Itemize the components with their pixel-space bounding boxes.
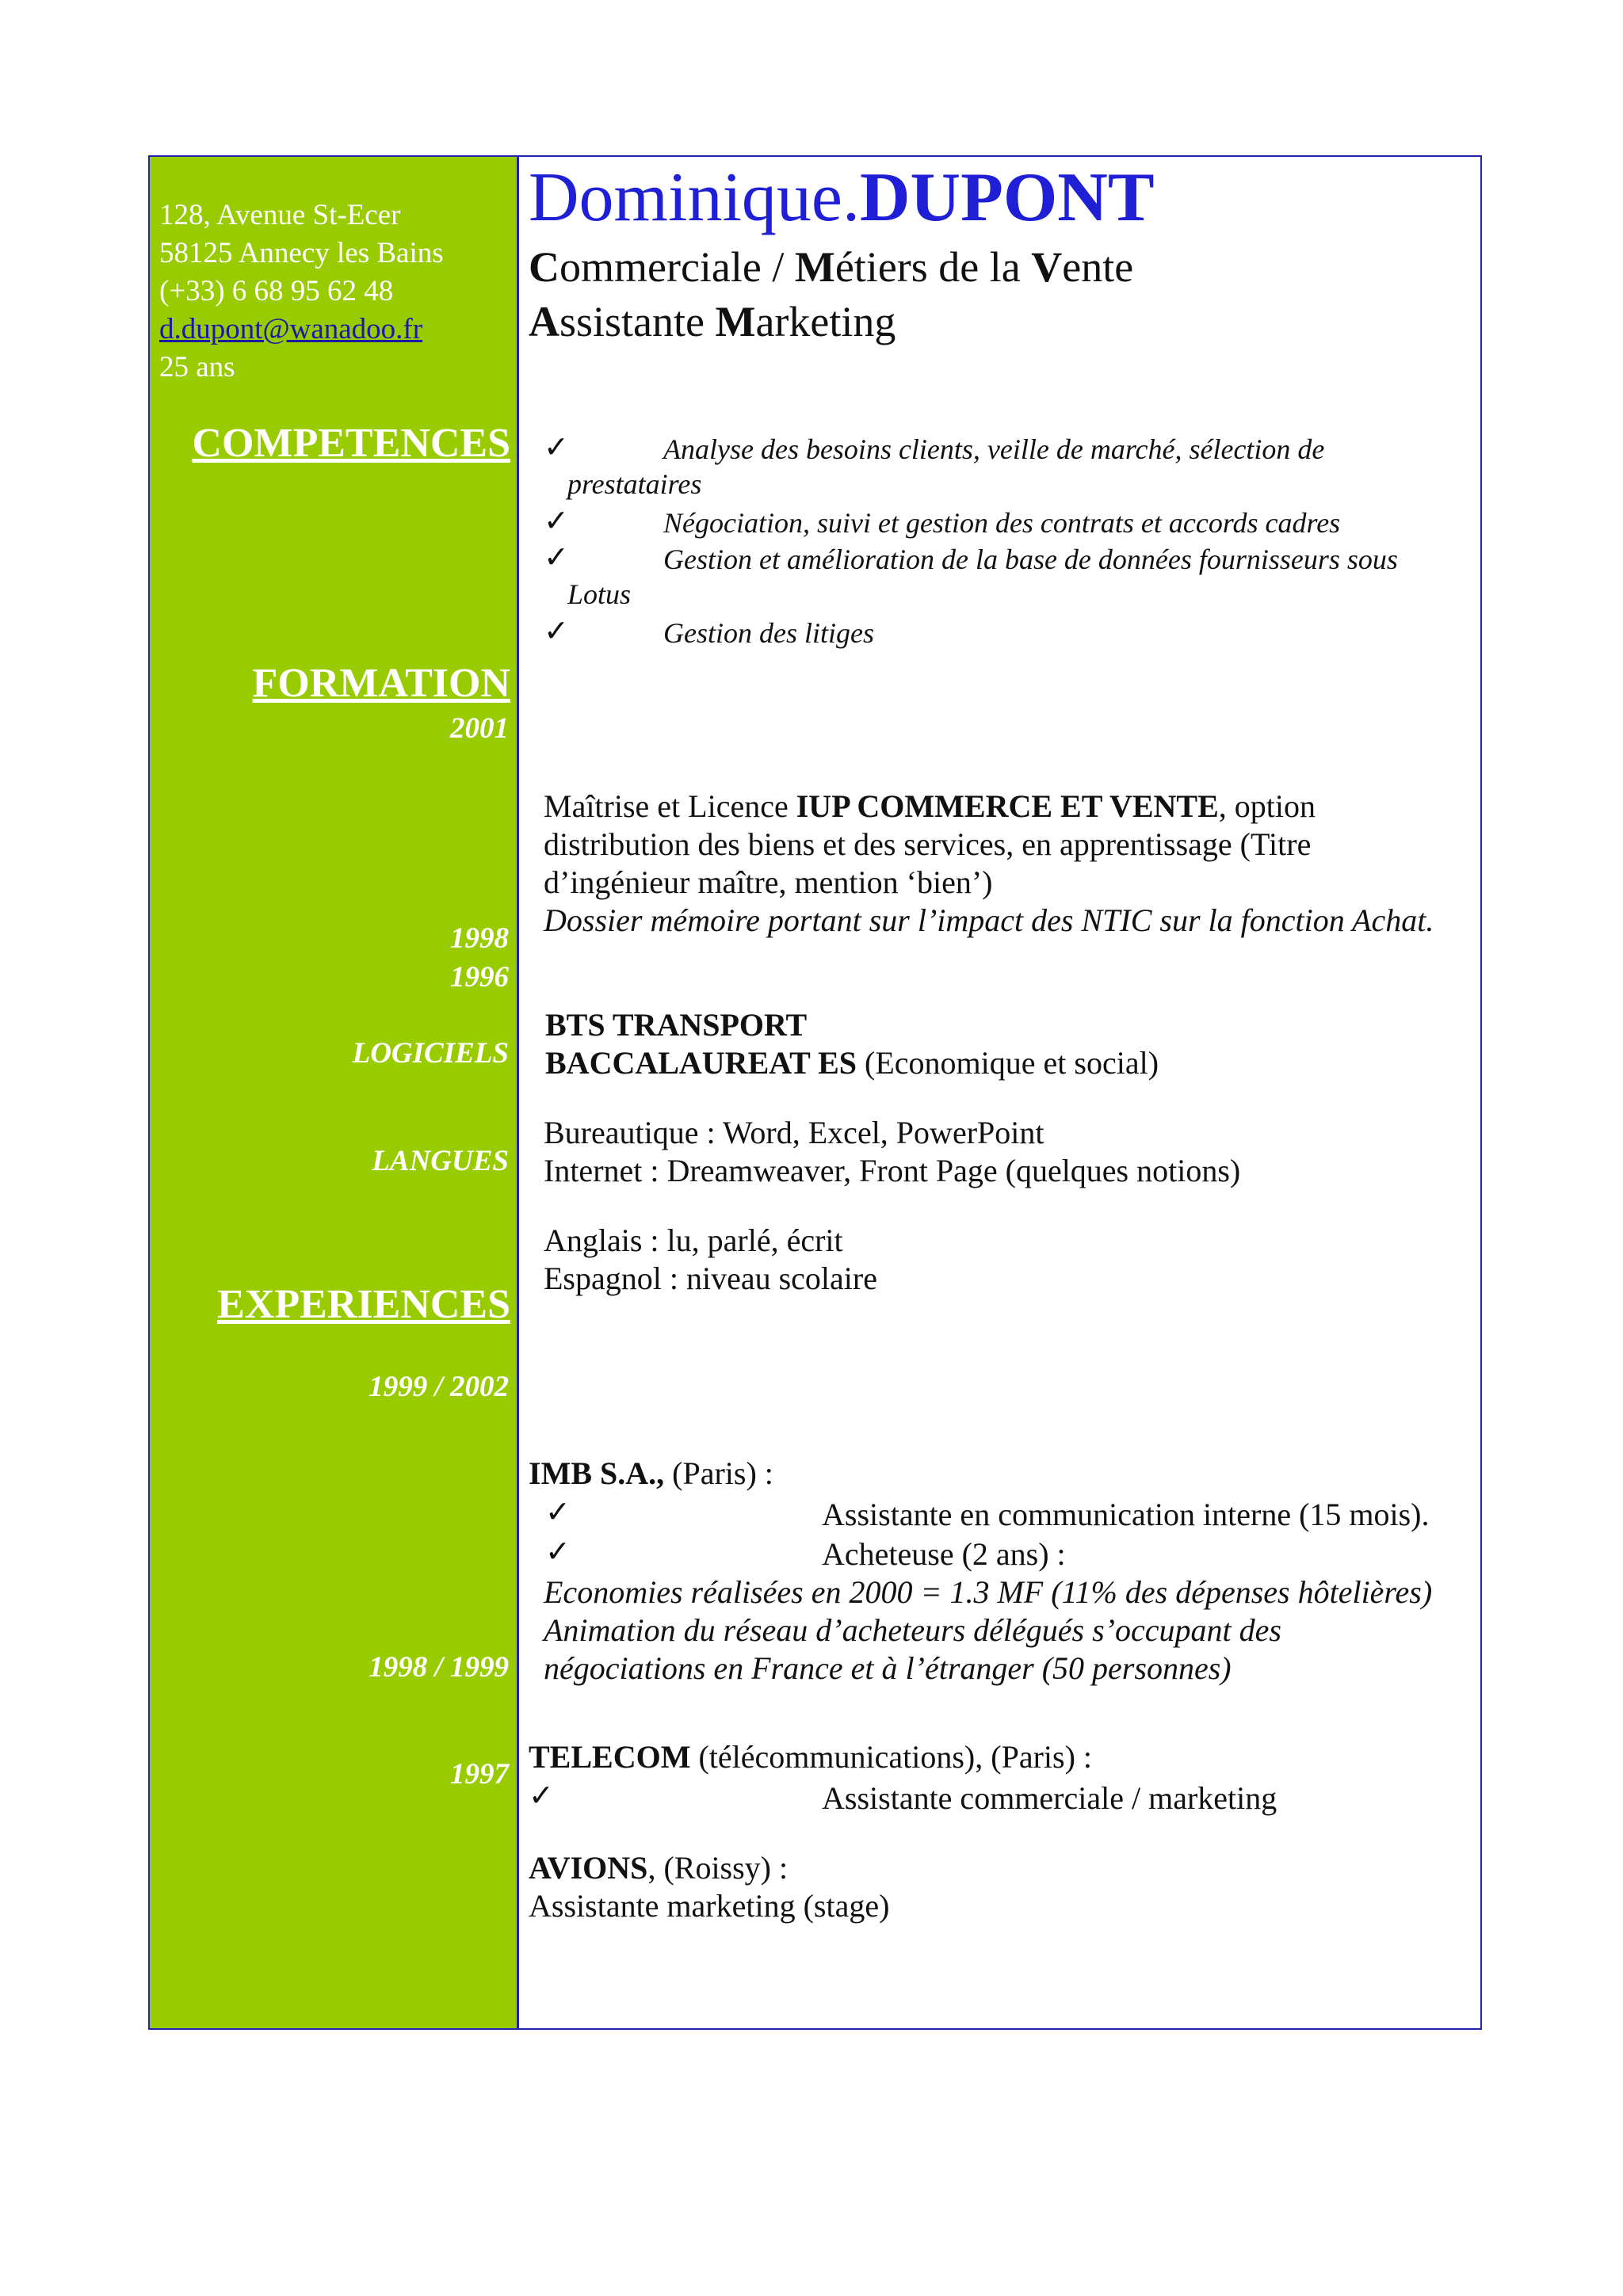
first-name: Dominique.	[529, 159, 860, 236]
title1-initial: C	[529, 243, 559, 291]
title2-text: ssistante	[559, 298, 716, 345]
bts-degree: BTS TRANSPORT	[545, 1007, 808, 1043]
job-title-2	[529, 297, 896, 346]
period-1998-1999: 1998 / 1999	[369, 1651, 509, 1684]
phone-number: (+33) 6 68 95 62 48	[159, 275, 394, 307]
section-formation: FORMATION	[252, 661, 510, 706]
formation-iup	[544, 788, 1434, 940]
address-line-1: 128, Avenue St-Ecer	[159, 199, 401, 231]
langues-line-1: Anglais : lu, parlé, écrit	[544, 1222, 843, 1258]
section-langues: LANGUES	[372, 1145, 509, 1177]
period-1997: 1997	[450, 1758, 509, 1791]
iup-line-3: d’ingénieur maître, mention ‘bien’)	[544, 864, 993, 900]
title2-initial: M	[715, 298, 756, 345]
check-icon: ✓	[544, 615, 569, 648]
competence-3-line2: Lotus	[567, 578, 632, 610]
exp-imb-header	[529, 1455, 773, 1493]
title1-text: étiers de la	[834, 243, 1032, 291]
iup-suffix: , option	[1218, 788, 1316, 824]
check-icon: ✓	[545, 1496, 571, 1529]
email-link[interactable]: d.dupont@wanadoo.fr	[159, 313, 423, 345]
competence-2: Négociation, suivi et gestion des contrats et accords cadres	[663, 507, 1341, 539]
avions-location: , (Roissy) :	[647, 1850, 789, 1886]
check-icon: ✓	[544, 505, 569, 538]
address-line-2: 58125 Annecy les Bains	[159, 237, 444, 269]
competence-1-line1: Analyse des besoins clients, veille de marché, sélection de	[663, 433, 1325, 465]
title1-text: ommerciale /	[559, 243, 795, 291]
competence-3-line1: Gestion et amélioration de la base de données fournisseurs sous	[663, 543, 1398, 575]
check-icon: ✓	[544, 541, 569, 574]
avions-company: AVIONS	[529, 1850, 648, 1886]
telecom-location: (télécommunications), (Paris) :	[690, 1739, 1093, 1775]
imb-detail	[544, 1573, 1432, 1688]
title2-initial: A	[529, 298, 559, 345]
avions-role: Assistante marketing (stage)	[529, 1888, 890, 1924]
iup-line-1	[544, 788, 1434, 826]
title1-initial: V	[1031, 243, 1063, 291]
year-1996: 1996	[450, 961, 509, 994]
exp-telecom-header	[529, 1738, 1092, 1776]
formation-bts	[545, 1006, 807, 1044]
bac-suffix: (Economique et social)	[857, 1045, 1159, 1081]
telecom-company: TELECOM	[529, 1739, 691, 1775]
contact-block	[159, 196, 444, 387]
check-icon: ✓	[545, 1535, 571, 1569]
check-icon: ✓	[544, 431, 569, 464]
iup-prefix: Maîtrise et Licence	[544, 788, 796, 824]
title1-text: ente	[1062, 243, 1134, 291]
iup-line-2: distribution des biens et des services, en apprentissage (Titre	[544, 826, 1312, 862]
last-name: DUPONT	[859, 159, 1155, 236]
title2-text: arketing	[755, 298, 896, 345]
age: 25 ans	[159, 351, 235, 383]
imb-role-2: Acheteuse (2 ans) :	[822, 1536, 1066, 1572]
imb-company: IMB S.A.,	[529, 1455, 665, 1491]
imb-detail-1: Economies réalisées en 2000 = 1.3 MF (11% des dépenses hôtelières)	[544, 1574, 1433, 1610]
exp-avions-header	[529, 1849, 788, 1887]
section-competences: COMPETENCES	[192, 421, 510, 466]
logiciels-line-1: Bureautique : Word, Excel, PowerPoint	[544, 1115, 1044, 1150]
competence-4: Gestion des litiges	[663, 617, 874, 649]
check-icon: ✓	[529, 1779, 554, 1813]
imb-detail-3: négociations en France et à l’étranger (50 personnes)	[544, 1650, 1232, 1686]
langues-line-2: Espagnol : niveau scolaire	[544, 1261, 877, 1296]
section-logiciels: LOGICIELS	[352, 1037, 509, 1070]
section-experiences: EXPERIENCES	[217, 1282, 510, 1327]
bac-degree: BACCALAUREAT ES	[545, 1045, 857, 1081]
imb-location: (Paris) :	[664, 1455, 773, 1491]
year-2001: 2001	[450, 712, 509, 745]
title1-initial: M	[794, 243, 835, 291]
job-title-1	[529, 242, 1133, 292]
person-name	[529, 158, 1155, 238]
imb-role-1: Assistante en communication interne (15 mois).	[822, 1497, 1430, 1532]
formation-bac	[545, 1044, 1159, 1082]
imb-detail-2: Animation du réseau d’acheteurs délégués s’occupant des	[544, 1612, 1281, 1648]
iup-line-4: Dossier mémoire portant sur l’impact des NTIC sur la fonction Achat.	[544, 902, 1434, 938]
telecom-role: Assistante commerciale / marketing	[822, 1780, 1277, 1816]
competence-1-line2: prestataires	[567, 468, 702, 500]
year-1998: 1998	[450, 922, 509, 955]
iup-degree: IUP COMMERCE ET VENTE	[796, 788, 1219, 824]
period-1999-2002: 1999 / 2002	[369, 1371, 509, 1403]
logiciels-line-2: Internet : Dreamweaver, Front Page (quelques notions)	[544, 1153, 1241, 1188]
